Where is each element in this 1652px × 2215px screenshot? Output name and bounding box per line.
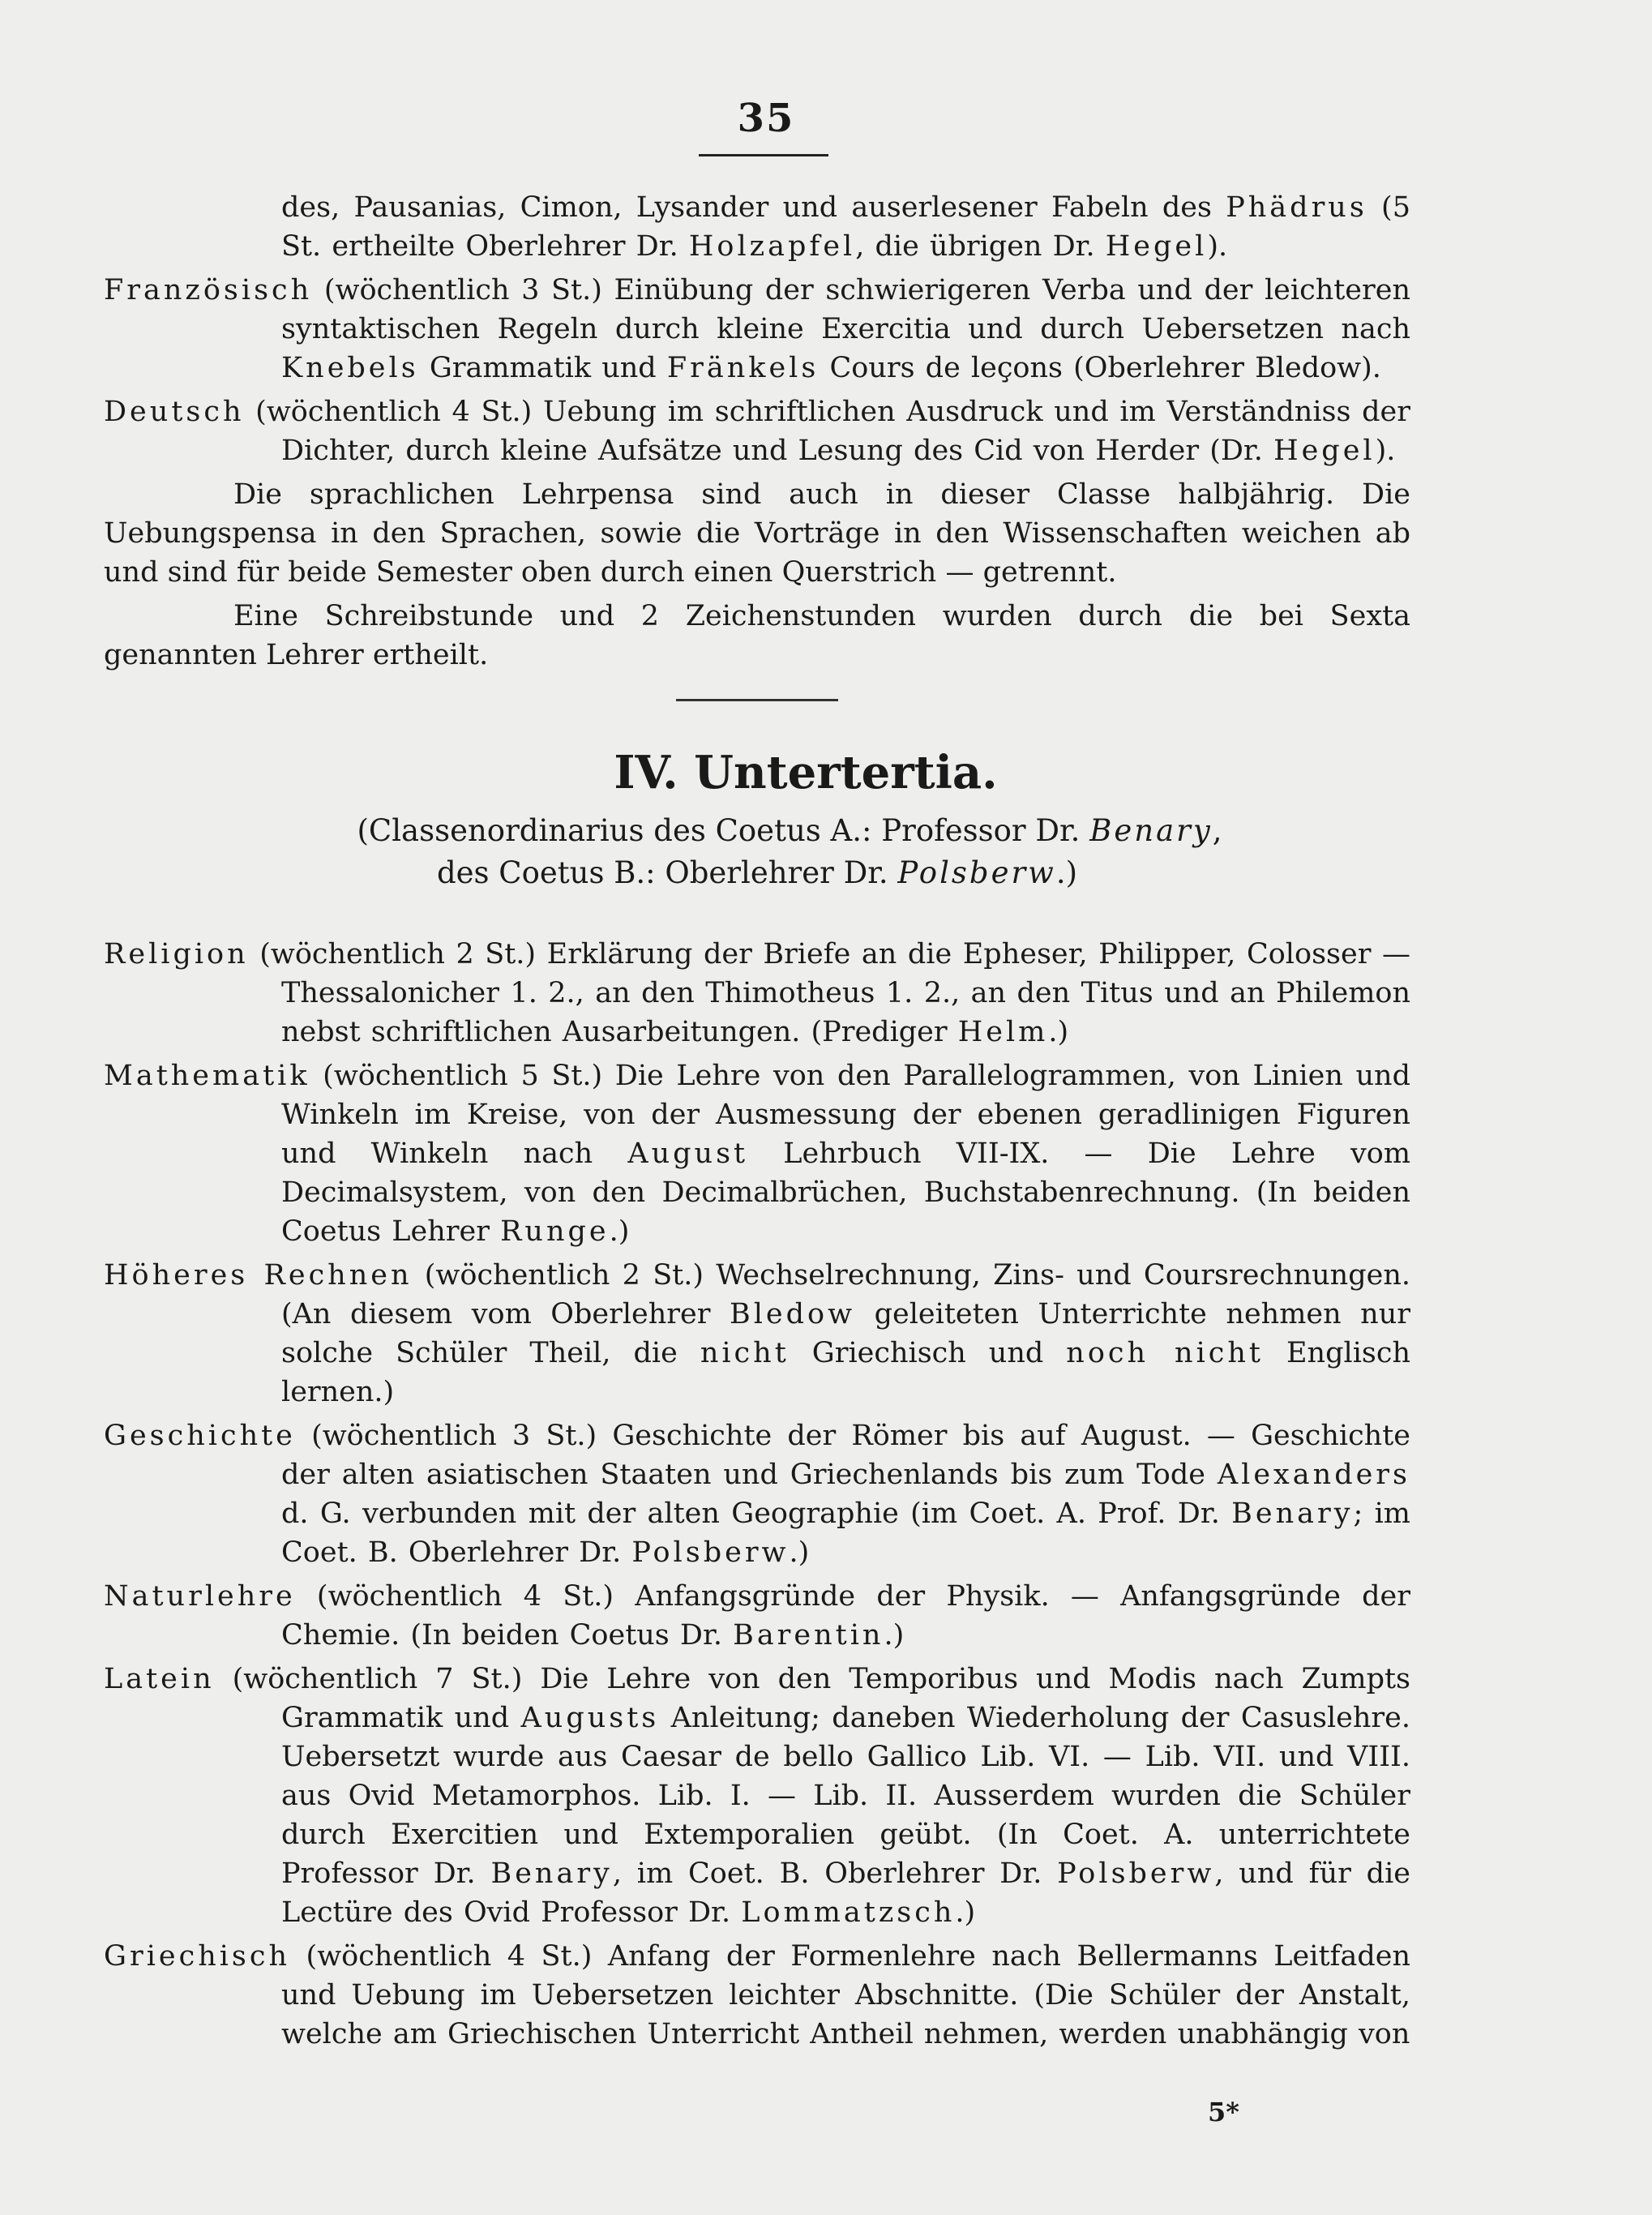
spaced-name: Polsberw: [631, 1536, 790, 1569]
subject-text: (wöchentlich 4 St.) Anfangsgründe der Physik. — Anfangsgründe der Chemie. (In beiden Coetus Dr.: [281, 1580, 1410, 1652]
spaced-name: Polsberw: [1057, 1857, 1215, 1890]
spaced-emphasis: noch nicht: [1066, 1337, 1264, 1369]
subject-title: Geschichte: [104, 1420, 296, 1452]
spaced-name: Hegel: [1273, 435, 1376, 467]
spaced-name: Runge: [500, 1215, 610, 1248]
signature-mark: 5*: [1208, 2097, 1239, 2127]
section-title: IV. Untertertia.: [614, 746, 998, 799]
teacher-hegel: Hegel: [1105, 230, 1208, 263]
continuation-text-1-end: (5 St.: [281, 191, 1410, 263]
subject-title: Mathematik: [104, 1060, 310, 1092]
spaced-name: Barentin: [733, 1619, 884, 1652]
spaced-name: Lommatzsch: [741, 1896, 956, 1929]
subject-text: .): [609, 1215, 630, 1248]
subject-latein: [104, 1660, 1410, 1932]
subject-rechnen: [104, 1256, 1410, 1412]
subject-text: Anleitung; daneben Wiederholung der Casuslehre. Uebersetzt wurde aus Caesar de bello Gallico Lib. VI. — Lib. VII. und VIII. aus Ovid Metamorphos. Lib. I. — Lib. II. Ausserdem wurden die Schüler durch Exercitien und Extemporalien geübt. (In Coet. A. unterrichtete Professor Dr.: [281, 1702, 1410, 1890]
subject-text: .): [884, 1619, 905, 1652]
subject-title: Französisch: [104, 274, 313, 306]
subject-text: (wöchentlich 2 St.) Wechselrechnung, Zins- und Coursrechnungen. (An diesem vom Oberlehrer: [281, 1259, 1410, 1330]
subject-text: (wöchentlich 3 St.) Einübung der schwierigeren Verba und der leichteren syntaktischen Regeln durch kleine Exercitia und durch Uebersetzen nach: [281, 274, 1410, 345]
page-number-rule: [699, 154, 828, 156]
subtitle-text: .): [1055, 855, 1078, 890]
continuation-paragraph: [104, 188, 1410, 266]
subject-franzoesisch: [104, 271, 1410, 388]
subject-text: (wöchentlich 4 St.) Uebung im schriftlichen Ausdruck und im Verständniss der Dichter, durch kleine Aufsätze und Lesung des Cid von Herder (Dr.: [244, 396, 1410, 467]
subject-text: (wöchentlich 3 St.) Geschichte der Römer bis auf August. — Geschichte der alten asiatischen Staaten und Griechenlands bis zum Tode: [281, 1420, 1410, 1491]
subject-text: .): [1048, 1016, 1069, 1048]
continuation-text-1: des, Pausanias, Cimon, Lysander und auserlesener Fabeln des: [281, 191, 1226, 224]
subject-title: Griechisch: [104, 1940, 291, 1973]
subject-text: Lehrbuch VII-IX. — Die Lehre vom Decimalsystem, von den Decimalbrüchen, Buchstabenrechnung. (In beiden Coetus Lehrer: [281, 1137, 1411, 1248]
subject-mathematik: [104, 1056, 1410, 1251]
section-subtitle-line-2: [104, 852, 1410, 894]
continuation-text-2c: ).: [1207, 230, 1228, 263]
subject-title: Höheres Rechnen: [104, 1259, 413, 1292]
subject-naturlehre: [104, 1577, 1410, 1655]
subject-geschichte: [104, 1416, 1410, 1572]
paragraph-schreibstunde: Eine Schreibstunde und 2 Zeichenstunden wurden durch die bei Sexta genannten Lehrer ertheilt.: [104, 600, 1410, 671]
subject-deutsch: [104, 392, 1410, 470]
spaced-name: Benary: [490, 1857, 613, 1890]
subtitle-text: (Classenordinarius des Coetus A.: Professor Dr.: [357, 813, 1090, 848]
subject-title: Naturlehre: [104, 1580, 296, 1613]
subject-text: d. G. verbunden mit der alten Geographie (im Coet. A. Prof. Dr.: [281, 1497, 1232, 1530]
section-subtitle-line-1: [104, 810, 1410, 852]
spaced-name: Fränkels: [666, 352, 820, 384]
teacher-holzapfel: Holzapfel: [688, 230, 856, 263]
spaced-name: Augusts: [520, 1702, 660, 1734]
subject-text: Grammatik und: [418, 352, 667, 384]
subject-text: .): [955, 1896, 976, 1929]
spaced-emphasis: nicht: [700, 1337, 790, 1369]
subject-text: Griechisch und: [789, 1337, 1067, 1369]
subject-text: geleiteten Unterrichte nehmen nur solche Schüler Theil, die: [281, 1298, 1410, 1369]
spaced-name: Alexanders: [1217, 1459, 1410, 1491]
subject-religion: [104, 935, 1410, 1052]
subject-text: (wöchentlich 2 St.) Erklärung der Briefe an die Epheser, Philipper, Colosser — Thessalonicher 1. 2., an den Thimotheus 1. 2., an den Titus und an Philemon nebst schriftlichen Ausarbeitungen. (Prediger: [248, 938, 1410, 1048]
spaced-name: Knebels: [281, 352, 419, 384]
spaced-name: Helm: [957, 1016, 1049, 1048]
paragraph-lehrpensa: Die sprachlichen Lehrpensa sind auch in dieser Classe halbjährig. Die Uebungspensa in den Sprachen, sowie die Vorträge in den Wissenschaften weichen ab und sind für beide Semester oben durch einen Querstrich — getrennt.: [104, 478, 1410, 589]
section-separator: [676, 699, 838, 701]
subject-title: Deutsch: [104, 396, 245, 428]
subtitle-text: ,: [1212, 813, 1222, 848]
author-phaedrus: Phädrus: [1226, 191, 1367, 224]
continuation-text-2a: ertheilte Oberlehrer Dr.: [332, 230, 689, 263]
subject-title: Religion: [104, 938, 249, 970]
page-number: 35: [737, 96, 795, 141]
subject-text: .): [789, 1536, 810, 1569]
subject-text: , im Coet. B. Oberlehrer Dr.: [612, 1857, 1058, 1890]
spaced-name: Benary: [1231, 1497, 1354, 1530]
spaced-name: August: [627, 1137, 749, 1170]
spaced-name: Bledow: [730, 1298, 856, 1330]
subject-text: ; im Coet. B. Oberlehrer Dr.: [281, 1497, 1410, 1569]
subject-text: (wöchentlich 7 St.) Die Lehre von den Temporibus und Modis nach Zumpts Grammatik und: [214, 1663, 1410, 1734]
ordinarius-name-b: Polsberw: [897, 855, 1056, 890]
subject-text: Cours de leçons (Oberlehrer Bledow).: [819, 352, 1381, 384]
continuation-text-2b: , die übrigen Dr.: [855, 230, 1106, 263]
subject-text: (wöchentlich 5 St.) Die Lehre von den Parallelogrammen, von Linien und Winkeln im Kreise, von der Ausmessung der ebenen geradlinigen Figuren und Winkeln nach: [281, 1060, 1410, 1170]
subject-text: (wöchentlich 4 St.) Anfang der Formenlehre nach Bellermanns Leitfaden und Uebung im Uebersetzen leichter Abschnitte. (Die Schüler der Anstalt, welche am Griechischen Unterricht Antheil nehmen, werden unabhängig von: [281, 1940, 1410, 2050]
subject-text: ).: [1375, 435, 1396, 467]
subtitle-text: des Coetus B.: Oberlehrer Dr.: [436, 855, 898, 890]
subject-text: , und für die Lectüre des Ovid Professor Dr.: [281, 1857, 1410, 1929]
subject-griechisch: [104, 1937, 1410, 2054]
ordinarius-name-a: Benary: [1089, 813, 1213, 848]
subject-title: Latein: [104, 1663, 215, 1695]
subject-text: Englisch lernen.): [281, 1337, 1410, 1408]
page-body: [104, 188, 1410, 2059]
